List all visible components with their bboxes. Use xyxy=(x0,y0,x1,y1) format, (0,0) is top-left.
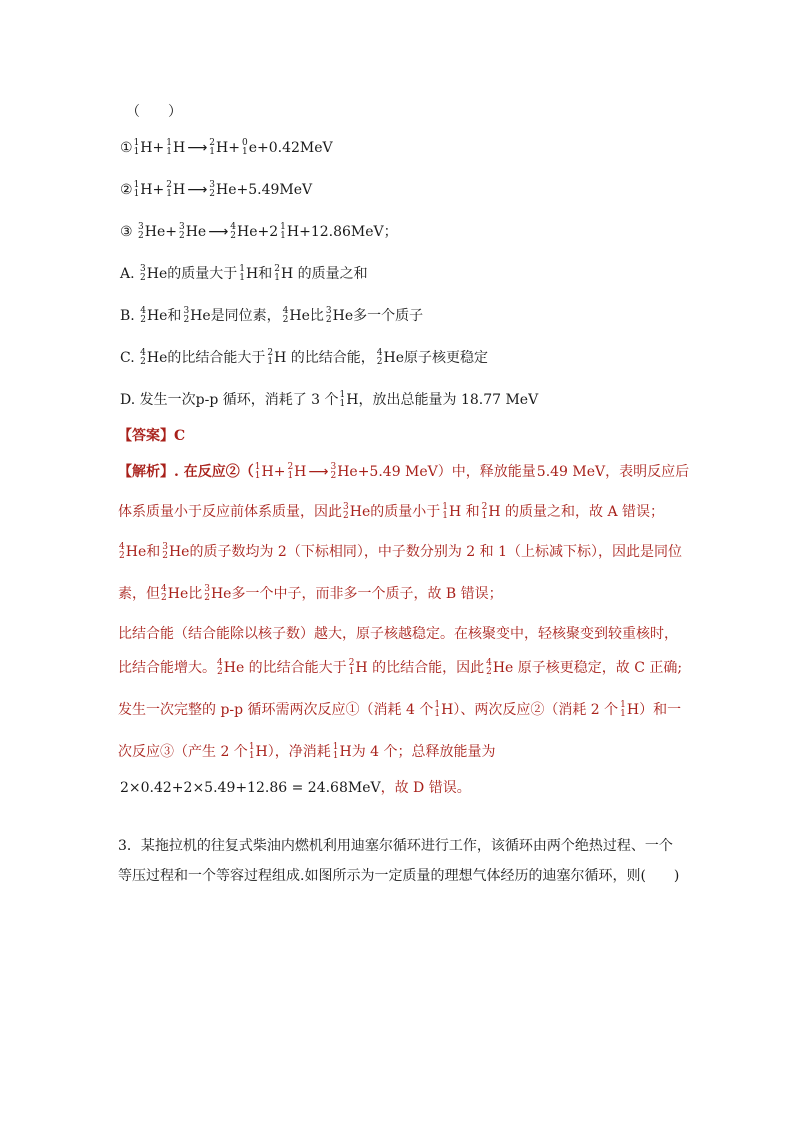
arrow-icon: ⟶ xyxy=(308,464,329,480)
reaction-1: ① 1 1 H+ 1 1 H ⟶ 2 1 H+ 0 1 e+0.42MeV xyxy=(120,138,333,157)
analysis-line-5: 比结合能（结合能除以核子数）越大，原子核越稳定。在核聚变中，轻核聚变到较重核时， xyxy=(118,626,678,642)
option-d[interactable]: D. 发生一次p-p 循环，消耗了 3 个 1 1 H，放出总能量为 18.77 MeV xyxy=(120,390,539,409)
reaction-2: ② 1 1 H+ 2 1 H ⟶ 3 2 He+5.49MeV xyxy=(120,180,313,199)
analysis-line-6: 比结合能增大。 4 2 He 的比结合能大于 2 1 H 的比结合能，因此 4 2 He 原子核更稳定，故 C 正确; xyxy=(118,658,683,677)
analysis-line-9: 2×0.42+2×5.49+12.86 = 24.68MeV，故 D 错误。 xyxy=(120,780,471,796)
positron: 0 1 e+0.42MeV xyxy=(241,138,333,157)
answer-line xyxy=(118,426,185,446)
nuclide-H2: 2 1 H+ xyxy=(209,138,240,157)
question-3-line-1: 3．某拖拉机的往复式柴油内燃机利用迪塞尔循环进行工作，该循环由两个绝热过程、一个 xyxy=(118,838,673,854)
analysis-line-4: 素，但 4 2 He比 3 2 He多一个中子，而非多一个质子，故 B 错误； xyxy=(118,584,503,603)
question-bracket: （ ） xyxy=(126,104,182,120)
nuclide-He3: 3 2 He+5.49MeV xyxy=(209,180,313,199)
analysis-line-3: 4 2 He和 3 2 He的质子数均为 2（下标相同），中子数分别为 2 和 1（上标减下标），因此是同位 xyxy=(119,542,682,561)
reaction-3: ③ 3 2 He+ 3 2 He ⟶ 4 2 He+2 1 1 H+12.86MeV； xyxy=(120,222,398,241)
option-a[interactable]: A. 3 2 He的质量大于 1 1 H和 2 1 H 的质量之和 xyxy=(120,264,368,283)
nuclide-H2: 2 1 H xyxy=(166,180,186,199)
option-c[interactable]: C. 4 2 He的比结合能大于 2 1 H 的比结合能， 4 2 He原子核更稳定 xyxy=(120,348,488,367)
nuclide-H1: 1 1 H xyxy=(166,138,186,157)
nuclide-H1: 1 1 H+12.86MeV； xyxy=(280,222,398,241)
nuclide-He4: 4 2 He+2 xyxy=(230,222,279,241)
analysis-line-1: 【解析】. 在反应②（ 1 1 H+ 2 1 H ⟶ 3 2 He+5.49 MeV）中，释放能量 5.49 MeV，表明反应后 xyxy=(118,462,690,481)
nuclide-He3: 3 2 He+ xyxy=(138,222,177,241)
answer-value: C xyxy=(174,428,186,444)
analysis-line-8: 次反应③（产生 2 个 1 1 H），净消耗 1 1 H为 4 个；总释放能量为 xyxy=(118,742,496,761)
arrow-icon: ⟶ xyxy=(187,140,208,156)
analysis-label: 【解析】 xyxy=(118,464,174,480)
question-3-line-2: 等压过程和一个等容过程组成.如图所示为一定质量的理想气体经历的迪塞尔循环，则( ) xyxy=(118,868,680,884)
answer-label: 【答案】 xyxy=(118,428,174,444)
arrow-icon: ⟶ xyxy=(208,224,229,240)
option-b[interactable]: B. 4 2 He和 3 2 He是同位素， 4 2 He比 3 2 He多一个质子 xyxy=(120,306,424,325)
arrow-icon: ⟶ xyxy=(187,182,208,198)
analysis-line-7: 发生一次完整的 p-p 循环需两次反应①（消耗 4 个 1 1 H）、两次反应②（消耗 2 个 1 1 H）和一 xyxy=(118,700,682,719)
analysis-line-2: 体系质量小于反应前体系质量，因此 3 2 He的质量小于 1 1 H 和 2 1 H 的质量之和，故 A 错误； xyxy=(118,502,665,521)
nuclide-H1: 1 1 H+ xyxy=(133,180,165,199)
nuclide-He3: 3 2 He xyxy=(178,222,207,241)
nuclide-H1: 1 1 H+ xyxy=(133,138,165,157)
